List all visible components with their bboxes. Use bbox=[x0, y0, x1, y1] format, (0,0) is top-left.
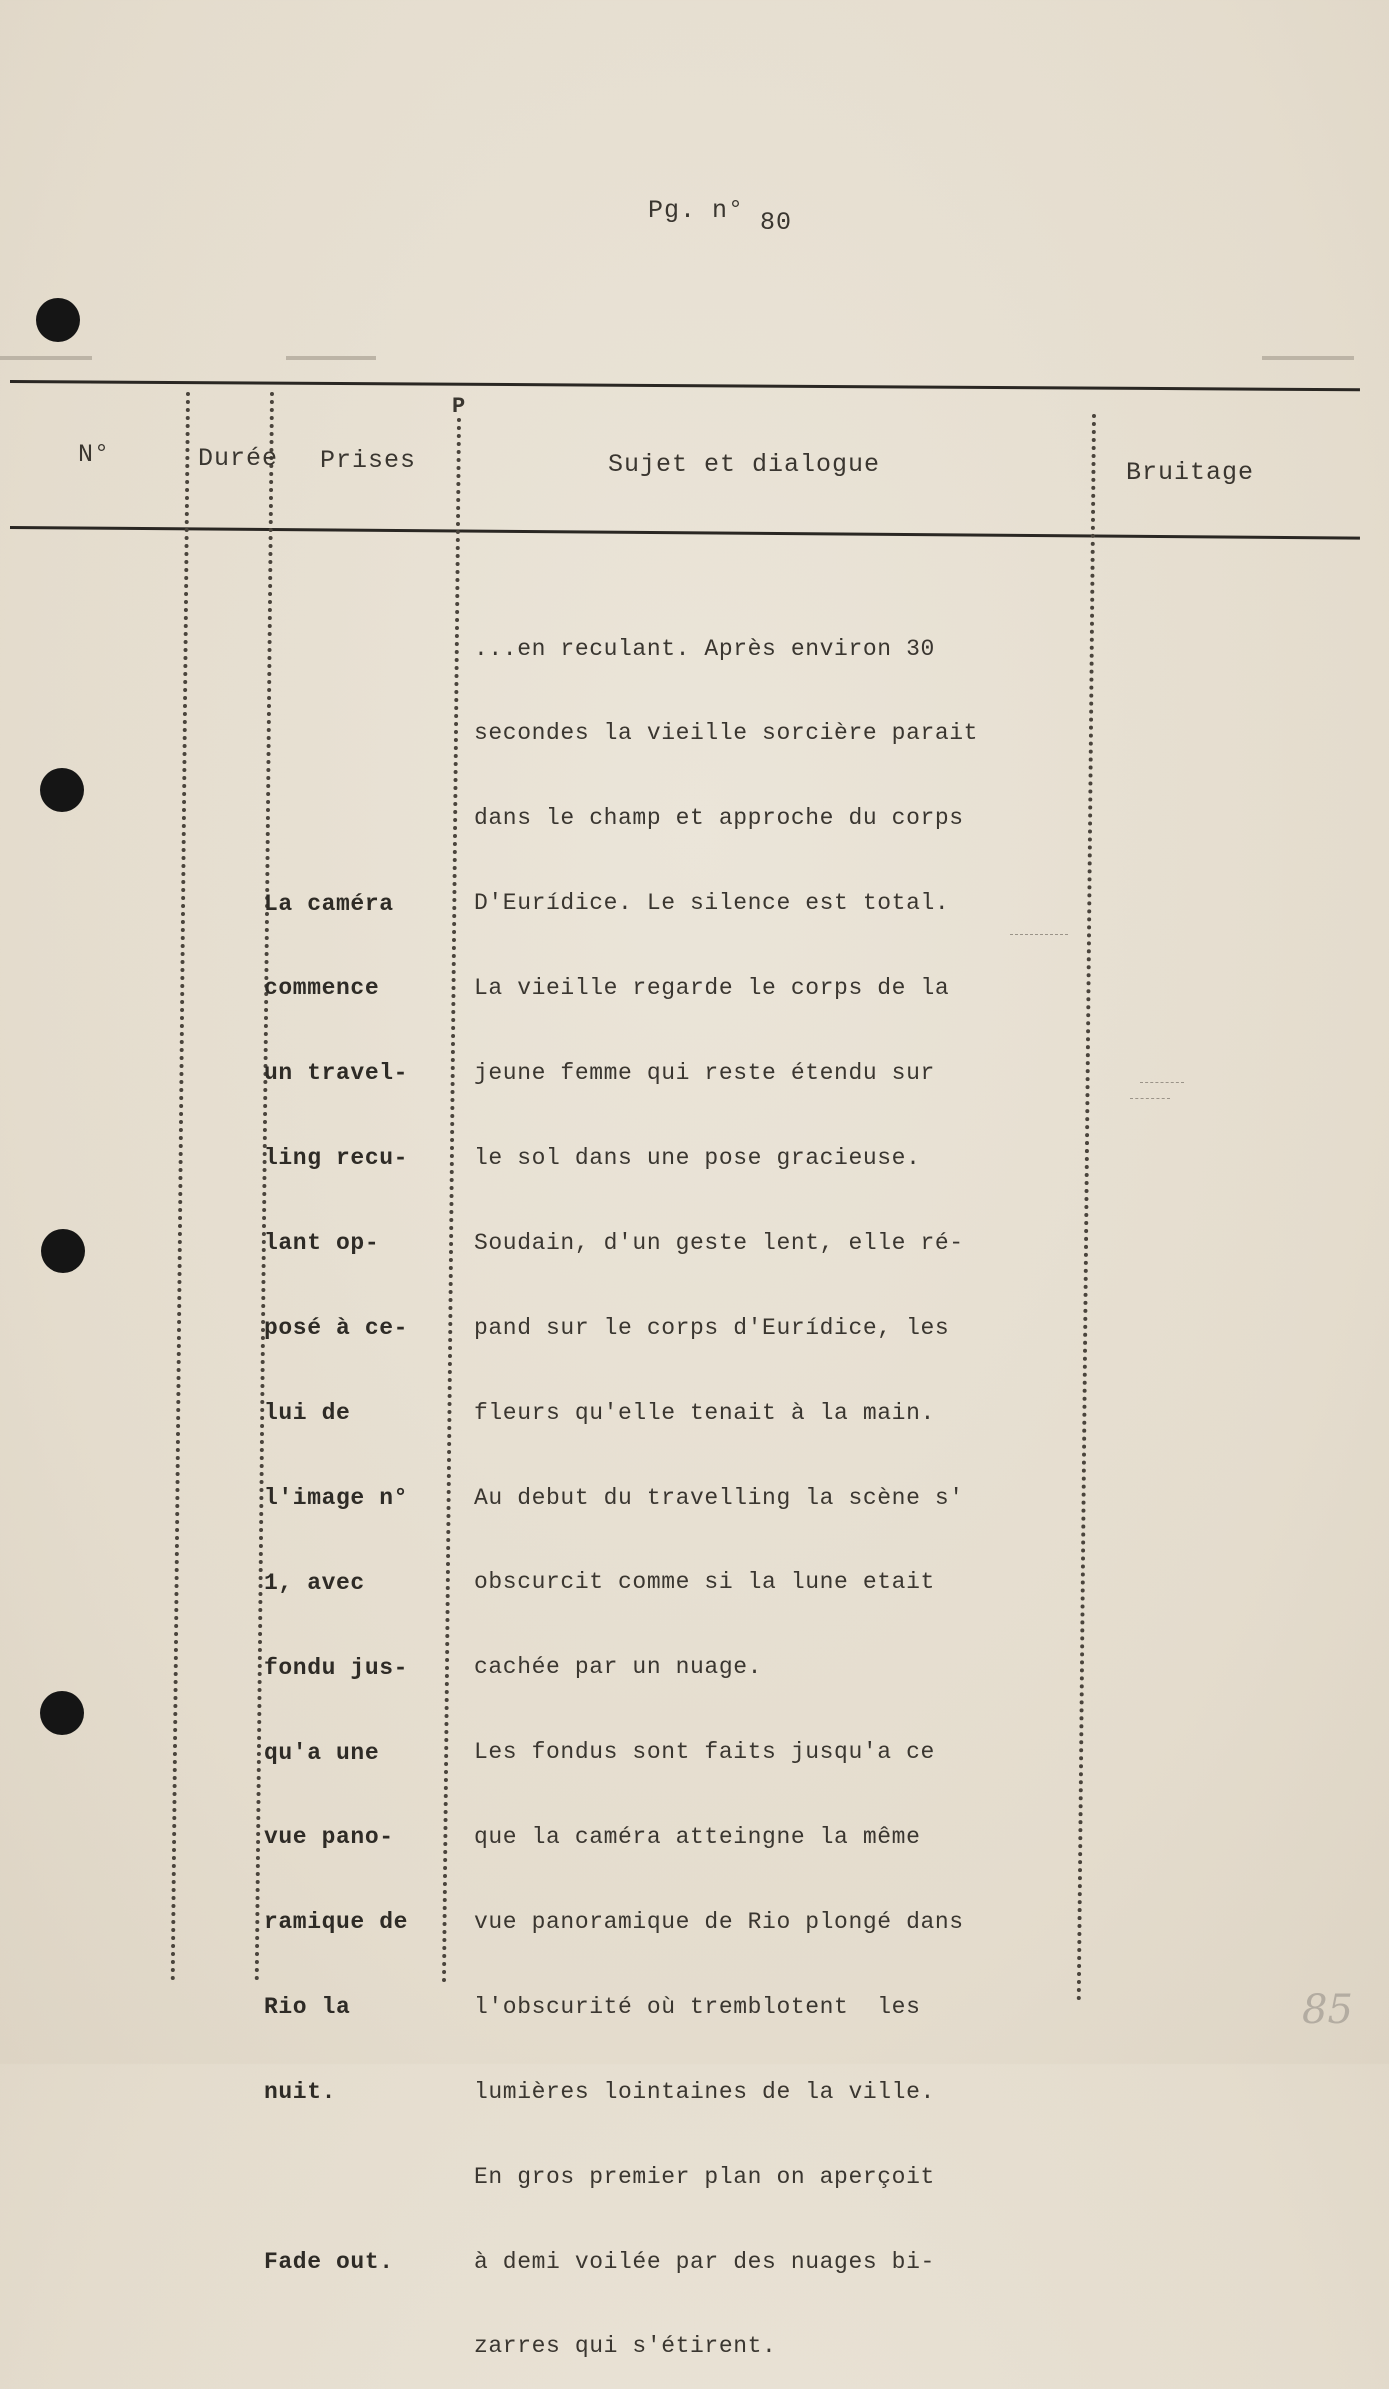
header-prises: Prises bbox=[320, 446, 417, 475]
prises-line: commence bbox=[264, 975, 380, 1002]
sujet-line: cachée par un nuage. bbox=[474, 1654, 763, 1681]
binder-hole-2 bbox=[40, 768, 84, 812]
sujet-line: pand sur le corps d'Eurídice, les bbox=[474, 1314, 950, 1341]
sujet-line: dans le champ et approche du corps bbox=[474, 805, 964, 832]
sujet-line: Soudain, d'un geste lent, elle ré- bbox=[474, 1229, 964, 1256]
table-top-rule bbox=[10, 380, 1360, 391]
page-number-value: 80 bbox=[760, 208, 793, 237]
sujet-line: obscurcit comme si la lune etait bbox=[474, 1569, 935, 1596]
prises-line: posé à ce- bbox=[264, 1315, 409, 1342]
sujet-line: le sol dans une pose gracieuse. bbox=[474, 1144, 921, 1171]
prises-line: un travel- bbox=[264, 1060, 409, 1087]
prises-line: ramique de bbox=[264, 1909, 409, 1936]
prises-line bbox=[264, 2163, 408, 2191]
faint-rule-right bbox=[1262, 356, 1354, 360]
sujet-line: En gros premier plan on aperçoit bbox=[474, 2163, 935, 2190]
sujet-line: l'obscurité où tremblotent les bbox=[474, 1993, 921, 2020]
sujet-line: vue panoramique de Rio plongé dans bbox=[474, 1908, 964, 1935]
faint-dash-mark bbox=[1130, 1098, 1170, 1099]
header-numero: N° bbox=[78, 440, 111, 469]
sujet-line: ...en reculant. Après environ 30 bbox=[474, 635, 935, 662]
sujet-line: à demi voilée par des nuages bi- bbox=[474, 2248, 935, 2275]
prises-line: Fade out. bbox=[264, 2248, 394, 2275]
column-separator-4 bbox=[1077, 414, 1096, 2002]
prises-line: lant op- bbox=[264, 1230, 380, 1257]
faint-dash-mark bbox=[1010, 934, 1068, 935]
sujet-line: jeune femme qui reste étendu sur bbox=[474, 1060, 935, 1087]
prises-line: 1, avec bbox=[264, 1569, 365, 1596]
header-duree: Durée bbox=[198, 444, 279, 473]
prises-line: La caméra bbox=[264, 890, 394, 917]
sujet-line: zarres qui s'étirent. bbox=[474, 2333, 777, 2360]
prises-line: vue pano- bbox=[264, 1824, 394, 1851]
sujet-line: secondes la vieille sorcière parait bbox=[474, 720, 979, 747]
header-sujet: Sujet et dialogue bbox=[608, 450, 881, 479]
sujet-line: fleurs qu'elle tenait à la main. bbox=[474, 1399, 935, 1426]
prises-line: lui de bbox=[264, 1399, 351, 1426]
page-number-label: Pg. n° bbox=[648, 196, 745, 225]
header-bruitage: Bruitage bbox=[1126, 458, 1255, 487]
sujet-line: Au debut du travelling la scène s' bbox=[474, 1484, 964, 1511]
sujet-text bbox=[474, 578, 978, 2389]
faint-rule-mid bbox=[286, 356, 376, 360]
faint-dash-mark bbox=[1140, 1082, 1184, 1083]
sujet-line: Les fondus sont faits jusqu'a ce bbox=[474, 1739, 935, 1766]
prises-line: fondu jus- bbox=[264, 1654, 409, 1681]
prises-line: l'image n° bbox=[264, 1484, 409, 1511]
prises-line: qu'a une bbox=[264, 1739, 380, 1766]
prises-text bbox=[264, 833, 408, 2304]
sujet-line: D'Eurídice. Le silence est total. bbox=[474, 890, 950, 917]
sujet-line: La vieille regarde le corps de la bbox=[474, 975, 950, 1002]
prises-line: nuit. bbox=[264, 2079, 337, 2106]
corner-pencil-number: 85 bbox=[1302, 1987, 1353, 2033]
binder-hole-1 bbox=[36, 298, 80, 342]
faint-rule-left bbox=[0, 356, 92, 360]
header-p-marker: P bbox=[452, 394, 466, 419]
binder-hole-3 bbox=[41, 1229, 85, 1273]
page-number bbox=[648, 196, 793, 237]
binder-hole-4 bbox=[40, 1691, 84, 1735]
column-separator-1 bbox=[171, 392, 190, 1982]
header-bottom-rule bbox=[10, 526, 1360, 540]
column-separator-3 bbox=[442, 418, 461, 1984]
prises-line: ling recu- bbox=[264, 1145, 409, 1172]
prises-line: Rio la bbox=[264, 1994, 351, 2021]
sujet-line: lumières lointaines de la ville. bbox=[474, 2078, 935, 2105]
sujet-line: que la caméra atteingne la même bbox=[474, 1824, 921, 1851]
